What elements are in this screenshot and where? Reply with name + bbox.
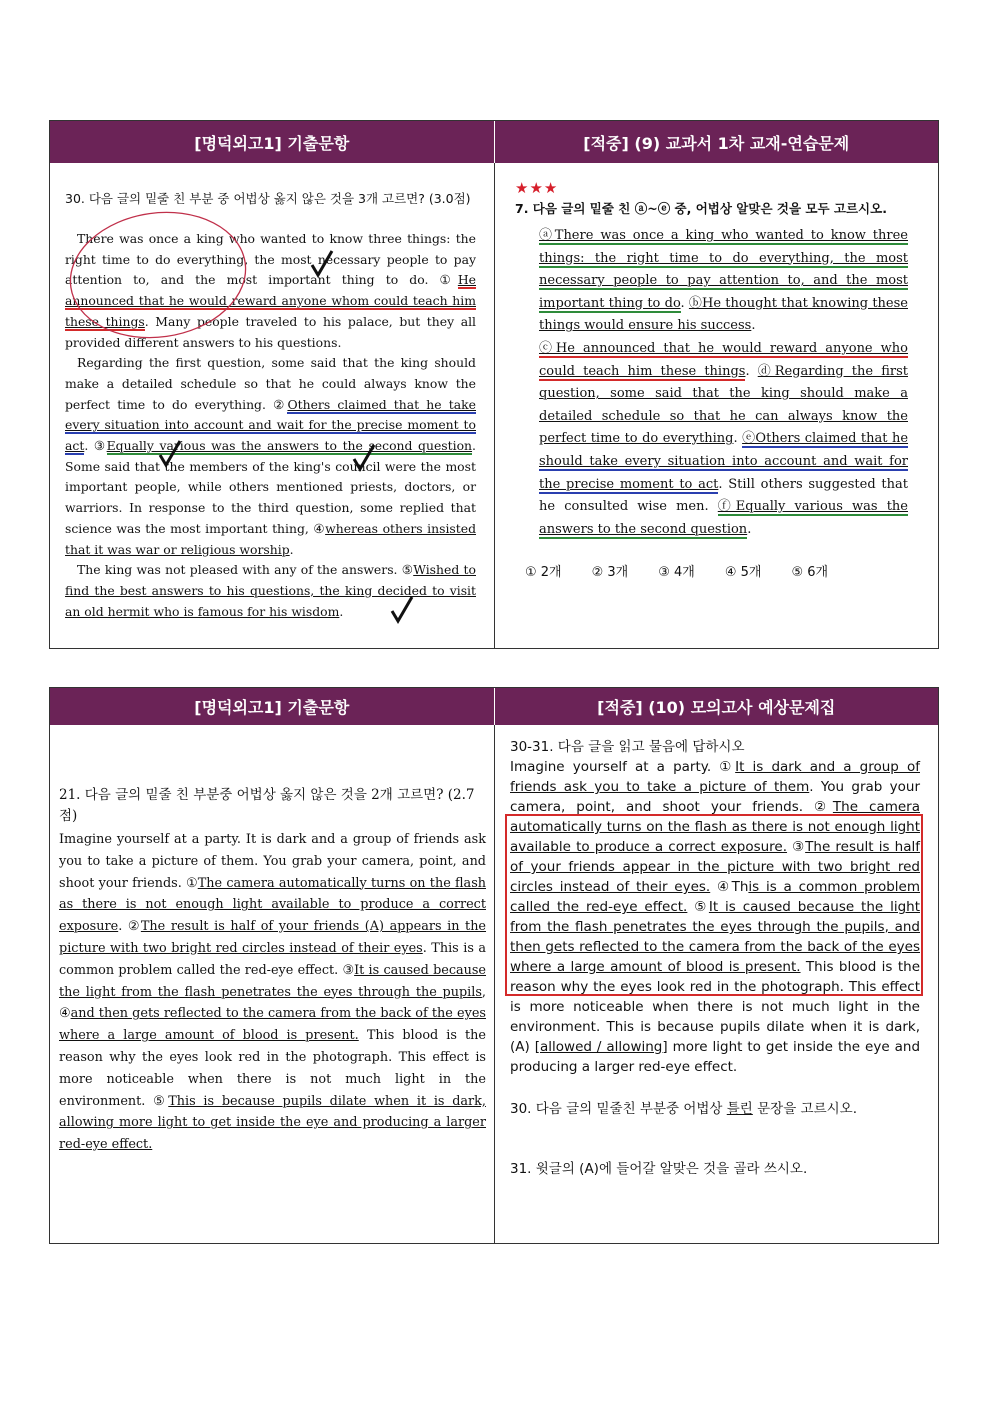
question-title: 21. 다음 글의 밑줄 친 부분중 어법상 옳지 않은 것을 2개 고르면? (2.7점) [59,787,475,824]
underline-d: ⓓRegarding the first question, some said that the king should make a detailed schedule so that he can always know the perfect time to do everything [539,363,908,447]
underline-3: The result is half of your friends appear in the picture with two bright red circles instead of their eyes. [510,839,920,895]
underline-5: Wished to find the best answers to his questions, the king decided to visit an old hermit who is famous for his wisdom [65,562,476,619]
check-mark [312,251,332,275]
underline-b: ⓑHe thought that knowing these things would ensure his success [539,295,908,334]
handwritten-marks [50,163,494,648]
comparison-table-2 [49,687,939,1244]
underline-c: ⓒHe announced that he would reward anyone who could teach him these things [539,340,908,379]
underline-f: ⓕEqually various was the answers to the second question [539,499,908,537]
underline-a: ⓐThere was once a king who wanted to know three things: the right time to do everything, the most necessary people to pay attention to, and the most important thing to do [539,228,908,311]
question-31: 31. 윗글의 (A)에 들어갈 알맞은 것을 골라 쓰시오. [510,1161,808,1177]
exam-question-cell [50,163,494,648]
question-30: 30. 다음 글의 밑줄친 부분중 어법상 틀린 문장을 고르시오. [510,1101,858,1117]
passage: There was once a king who wanted to know three things: the right time to do everything, the most necessary people to pay attention to, and the most important thing to do. ①He announced that he would reward anyone whom could teach him these things. Many people traveled to his palace, but they all provided different answers to his questions. Regarding the first question, some said that the king should make a detailed schedule so that he could always know the perfect time to do everything. ②Others claimed that he take every situation into account and wait for the precise moment to act. ③Equally various was the answers to the second question. Some said that the members of the king's council were the most important people, while others mentioned priests, doctors, or warriors. In response to the third question, some replied that science was the most important thing, ④whereas others insisted that it was war or religious worship. The king was not pleased with any of the answers. ⑤Wished to find the best answers to his questions, the king decided to visit an old hermit who is famous for his wisdom. [65,231,477,619]
choice-4[interactable]: ④ 5개 [724,565,762,581]
comparison-table-1 [49,120,939,649]
underline-3: It is caused because the light from the flash penetrates the eyes through the pupils [59,962,487,1000]
question-title: 30-31. 다음 글을 읽고 물음에 답하시오 [510,739,745,755]
choice-2[interactable]: ② 3개 [591,565,629,581]
question-title: 7. 다음 글의 밑줄 친 ⓐ~ⓔ 중, 어법상 알맞은 것을 모두 고르시오. [515,201,887,216]
underline-1: It is dark and a group of friends ask you to take a picture of them [510,759,920,795]
circle-mark [62,201,254,348]
difficulty-stars: ★★★ [515,179,559,197]
underline-5: It is caused because the light from the flash penetrates the eyes through the pupils, and then gets reflected to the camera from the back of the eyes where a large amount of blood is present. [510,899,920,975]
prediction-question-cell [494,163,938,648]
underline-2: Others claimed that he take every situation into account and wait for the precise moment to act [65,396,476,454]
underline-2: The camera automatically turns on the flash as there is not enough light available to produce a correct exposure. [510,799,920,855]
choice-1[interactable]: ① 2개 [525,565,562,581]
underline-4: whereas others insisted that it was war or religious worship [65,520,477,557]
underline-1: He announced that he would reward anyone whom could teach him these things [65,272,476,329]
header-right: [적중] (10) 모의고사 예상문제집 [494,688,939,725]
question-title: 30. 다음 글의 밑줄 친 부분 중 어법상 옳지 않은 것을 3개 고르면? (3.0점) [65,191,471,206]
header-left: [명덕외고1] 기출문항 [194,133,350,153]
passage: Imagine yourself at a party. ①It is dark and a group of friends ask you to take a picture of them. You grab your camera, point, and shoot your friends. ②The camera automatically turns on the flash as there is not enough light available to produce a correct exposure. ③The result is half of your friends appear in the picture with two bright red circles instead of their eyes. ④This is a common problem called the red-eye effect. ⑤It is caused because the light from the flash penetrates the eyes through the pupils, and then gets reflected to the camera from the back of the eyes where a large amount of blood is present. This blood is the reason why the eyes look red in the photograph. This effect is more noticeable when there is not much light in the environment. This is because pupils dilate when it is dark, (A) [allowed / allowing] more light to get inside the eye and producing a larger red-eye effect. [510,759,921,1075]
underline-4: is is a common problem called the red-eye effect. [510,879,921,915]
option-brackets: [allowed / allowing] [534,1039,668,1055]
highlight-box [505,814,923,996]
underline-4: and then gets reflected to the camera from the back of the eyes where a large amount of blood is present. [59,1006,486,1044]
prediction-question-cell [494,725,938,1243]
underline-2: The result is half of your friends (A) appears in the picture with two bright red circles instead of their eyes [59,919,487,956]
underline-1: The camera automatically turns on the flash as there is not enough light available to produce a correct exposure [59,875,486,935]
passage: ⓐThere was once a king who wanted to know three things: the right time to do everything, the most necessary people to pay attention to, and the most important thing to do. ⓑHe thought that knowing these things would ensure his success. ⓒHe announced that he would reward anyone who could teach him these things. ⓓRegarding the first question, some said that the king should make a detailed schedule so that he can always know the perfect time to do everything. ⓔOthers claimed that he should take every situation into account and wait for the precise moment to act. Still others suggested that he consulted wise men. ⓕEqually various was the answers to the second question. [539,228,909,537]
check-mark [392,597,412,621]
choice-5[interactable]: ⑤ 6개 [791,565,829,581]
underline-e: ⓔOthers claimed that he should take every situation into account and wait for the precise moment to act [539,431,909,492]
exam-question-cell [50,725,494,1243]
choice-3[interactable]: ③ 4개 [658,565,695,581]
header-left: [명덕외고1] 기출문항 [194,698,350,717]
check-mark [354,445,374,469]
passage: Imagine yourself at a party. It is dark and a group of friends ask you to take a picture of them. You grab your camera, point, and shoot your friends. ①The camera automatically turns on the flash as there is not enough light available to produce a correct exposure. ②The result is half of your friends (A) appears in the picture with two bright red circles instead of their eyes. This is a common problem called the red-eye effect. ③It is caused because the light from the flash penetrates the eyes through the pupils, ④and then gets reflected to the camera from the back of the eyes where a large amount of blood is present. This blood is the reason why the eyes look red in the photograph. This effect is more noticeable when there is not much light in the environment. ⑤This is because pupils dilate when it is dark, allowing more light to get inside the eye and producing a larger red-eye effect. [59,832,487,1153]
check-mark [160,441,180,465]
table-header [50,688,938,725]
header-right: [적중] (9) 교과서 1차 교재-연습문제 [494,121,939,163]
underline-5: This is because pupils dilate when it is dark, allowing more light to get inside the eye and producing a larger red-eye effect. [59,1093,486,1153]
answer-choices [515,561,908,580]
underline-3: Equally various was the answers to the second question [106,438,473,454]
table-header [50,121,938,163]
